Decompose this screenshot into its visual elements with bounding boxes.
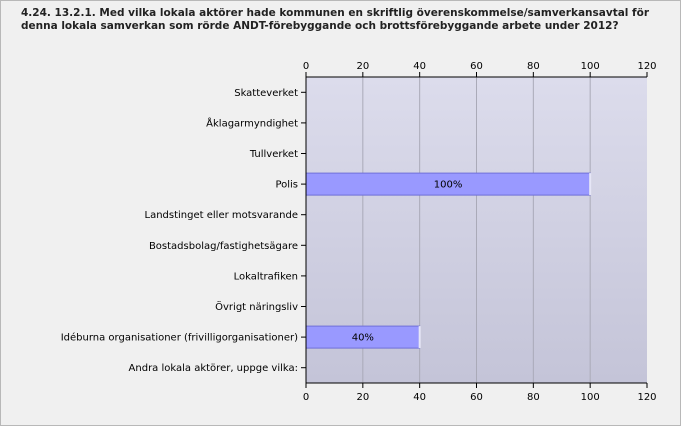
- category-label: Idéburna organisationer (frivilligorganisationer): [60, 332, 298, 344]
- category-label: Tullverket: [249, 149, 298, 160]
- bottom-axis-ticks: [303, 383, 657, 403]
- top-tick-label: 60: [470, 61, 483, 72]
- bottom-tick-label: 100: [580, 392, 600, 403]
- category-label: Lokaltrafiken: [233, 271, 298, 283]
- category-label: Åklagarmyndighet: [206, 118, 298, 130]
- bottom-tick-label: 60: [470, 392, 483, 403]
- top-tick-label: 40: [413, 61, 427, 72]
- bottom-tick-label: 80: [526, 392, 540, 403]
- category-label: Bostadsbolag/fastighetsägare: [148, 240, 298, 252]
- top-tick-label: 20: [356, 61, 370, 72]
- bottom-tick-label: 40: [413, 392, 427, 403]
- top-tick-label: 0: [302, 61, 310, 72]
- top-tick-label: 100: [580, 61, 600, 72]
- category-label: Skatteverket: [234, 87, 298, 99]
- category-label: Övrigt näringsliv: [215, 302, 298, 313]
- bottom-tick-label: 20: [356, 392, 370, 403]
- top-tick-label: 80: [526, 61, 540, 72]
- category-labels: [61, 88, 298, 374]
- bottom-tick-label: 0: [302, 392, 310, 403]
- top-tick-label: 120: [637, 61, 657, 72]
- category-label: Landstinget eller motsvarande: [144, 210, 298, 222]
- chart-title-line-1: 4.24. 13.2.1. Med vilka lokala aktörer hade kommunen en skriftlig överenskommelse/samverkansavtal för: [21, 7, 650, 19]
- category-label: Andra lokala aktörer, uppge vilka:: [128, 363, 298, 375]
- top-axis-ticks: [303, 61, 657, 77]
- data-label: 40%: [351, 332, 374, 344]
- data-label: 100%: [433, 179, 463, 191]
- chart-title-line-2: denna lokala samverkan som rörde ANDT-förebyggande och brottsförebyggande arbete under 2012?: [21, 20, 619, 32]
- category-label: Polis: [275, 179, 298, 191]
- bottom-tick-label: 120: [637, 392, 657, 403]
